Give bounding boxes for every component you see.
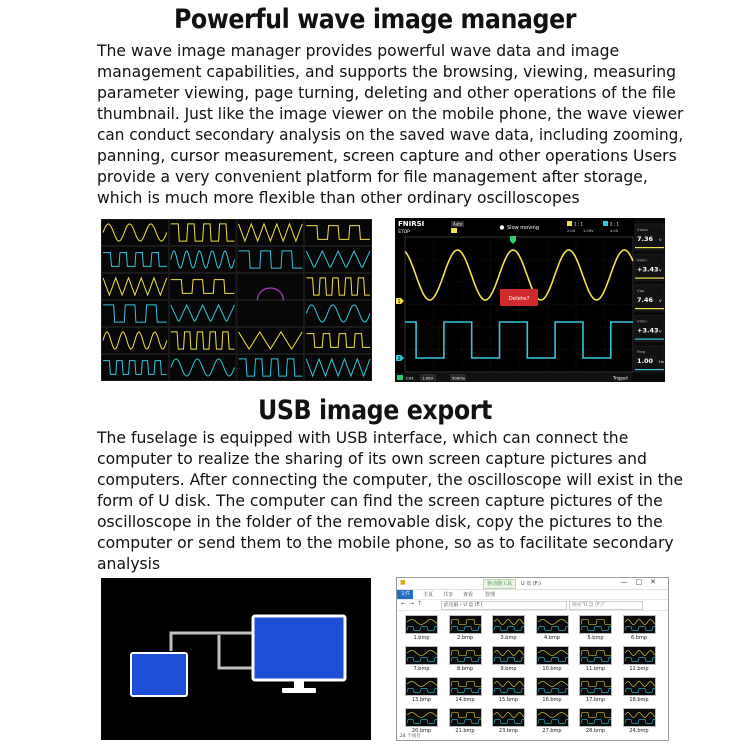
text-line: The wave image manager provides powerful wave data and image (97, 42, 620, 60)
file-name: 3.bmp (500, 635, 517, 641)
wave-manager-description (97, 41, 683, 209)
file-thumbnail (536, 677, 569, 696)
file-thumbnail (405, 708, 438, 727)
file-thumbnail (579, 615, 612, 634)
file-thumbnail (579, 677, 612, 696)
file-item[interactable] (449, 708, 482, 734)
file-item[interactable] (623, 708, 656, 734)
measurement-unit: Hz (659, 359, 664, 364)
window-title: U 盘 (F:) (521, 581, 541, 587)
measurement-label: Freq (637, 349, 646, 354)
file-thumbnail (449, 615, 482, 634)
file-name: 6.bmp (631, 635, 647, 641)
file-thumbnail (405, 615, 438, 634)
auto-label: Auto (453, 221, 463, 227)
bottom-vdiv: 1.00V (422, 375, 434, 381)
file-name: 14.bmp (455, 697, 475, 703)
file-name: 9.bmp (500, 666, 517, 672)
usb-connection-illustration (101, 578, 371, 740)
measurement-unit: V (659, 298, 662, 303)
file-item[interactable] (405, 615, 438, 641)
file-thumbnail (449, 677, 482, 696)
file-item[interactable] (449, 646, 482, 672)
file-item[interactable] (579, 708, 612, 734)
measurement-unit: V (659, 237, 662, 242)
section-title-usb-export: USB image export (258, 395, 492, 426)
file-item[interactable] (579, 646, 612, 672)
file-item[interactable] (492, 677, 525, 703)
measurement-value: +3.43 (637, 265, 659, 274)
ch2-vdiv: 4.00 (610, 229, 619, 233)
thumbnail-waveforms (101, 219, 372, 381)
file-name: 7.bmp (413, 666, 430, 672)
measurement-label: Vpp (637, 288, 645, 293)
ribbon-tab-manage[interactable]: 管理 (485, 592, 496, 598)
text-line: oscilloscope in the folder of the removable disk, copy the pictures to the (97, 513, 663, 531)
measurement-unit: V (659, 328, 662, 334)
text-line: The fuselage is equipped with USB interface, which can connect the (97, 429, 629, 447)
text-line: provide a very convenient platform for file management after storage, (97, 168, 648, 186)
text-line: analysis (97, 555, 161, 573)
measurement-value: 1.00 (637, 357, 654, 365)
text-line: can conduct secondary analysis on the saved wave data, including zooming, (97, 126, 684, 144)
file-name: 16.bmp (542, 697, 562, 703)
file-item[interactable] (623, 677, 656, 703)
text-line: panning, cursor measurement, screen capture and other operations Users (97, 147, 677, 165)
file-name: 11.bmp (585, 666, 606, 672)
ch1-ratio: 1 : 1 (574, 221, 583, 227)
oscilloscope-screen (395, 218, 665, 382)
delete-dialog-text: Delete? (508, 296, 530, 302)
file-thumbnail (623, 646, 656, 665)
text-line: form of U disk. The computer can find the screen capture pictures of the (97, 492, 663, 510)
file-item[interactable] (536, 646, 569, 672)
file-item[interactable] (623, 646, 656, 672)
drive-tools-tab[interactable]: 驱动器工具 (483, 579, 516, 589)
file-name: 13.bmp (411, 697, 432, 703)
address-path[interactable]: 此电脑 › U 盘 (F:) (441, 601, 567, 610)
file-thumbnail (536, 708, 569, 727)
file-item[interactable] (449, 615, 482, 641)
file-name: 28.bmp (585, 728, 606, 734)
wave-thumbnail-grid (101, 219, 372, 381)
move-icon (500, 225, 504, 229)
text-line: management capabilities, and supports the browsing, viewing, measuring (97, 63, 676, 81)
ribbon-tab-view[interactable]: 查看 (463, 592, 474, 598)
file-name: 10.bmp (542, 666, 562, 672)
file-name: 18.bmp (629, 697, 649, 703)
file-name: 2.bmp (457, 635, 473, 641)
file-thumbnail (492, 677, 525, 696)
search-input[interactable]: 搜索"U 盘 (F:)" (569, 601, 643, 610)
ch2-marker-label: 2 (397, 356, 401, 362)
text-line: which is much more flexible than other ordinary oscilloscopes (97, 189, 580, 207)
nav-arrows-icon[interactable]: ←→↑ (401, 600, 426, 607)
ribbon-tab-home[interactable]: 主页 (423, 592, 434, 598)
mode-label: STOP (398, 230, 410, 235)
file-thumbnail (405, 677, 438, 696)
file-item[interactable] (492, 646, 525, 672)
text-line: parameter viewing, page turning, deleting and other operations of the file (97, 84, 676, 102)
file-explorer-window (396, 577, 669, 741)
file-name: 5.bmp (587, 635, 604, 641)
file-thumbnail (492, 646, 525, 665)
file-thumbnail (536, 615, 569, 634)
file-name: 15.bmp (498, 697, 519, 703)
file-item[interactable] (449, 677, 482, 703)
file-name: 23.bmp (498, 728, 519, 734)
ch1-marker-label: 1 (397, 299, 401, 305)
file-item[interactable] (536, 615, 569, 641)
file-name: 4.bmp (544, 635, 560, 641)
file-item[interactable] (492, 708, 525, 734)
file-thumbnail (492, 708, 525, 727)
bottom-ch: CH1 (406, 375, 414, 381)
file-thumbnail (405, 646, 438, 665)
file-item[interactable] (623, 615, 656, 641)
brand-label: FNIRSI (398, 220, 425, 228)
measurement-value: +3.43 (637, 326, 659, 335)
file-thumbnail (623, 677, 656, 696)
file-name: 8.bmp (457, 666, 473, 672)
measurement-label: Vmin (637, 318, 647, 324)
ch2-ratio: 2 : 1 (610, 221, 619, 227)
file-name: 21.bmp (455, 728, 475, 734)
measurement-label: Vmin (637, 257, 647, 263)
section-title-wave-manager: Powerful wave image manager (173, 4, 577, 35)
file-thumbnail (623, 615, 656, 634)
file-item[interactable] (536, 708, 569, 734)
trig-status: Trigged (613, 375, 628, 381)
text-line: computer to realize the sharing of its own screen capture pictures and (97, 450, 647, 468)
file-item[interactable] (536, 677, 569, 703)
ribbon-tab-share[interactable]: 共享 (443, 592, 454, 598)
explorer-ribbon (397, 590, 668, 599)
folder-icon: ■ (400, 579, 406, 586)
measurement-value: 7.46 (637, 296, 654, 304)
status-bar: 24 个项目 (400, 734, 421, 739)
file-item[interactable] (579, 615, 612, 641)
file-item[interactable] (579, 677, 612, 703)
file-thumbnail (449, 708, 482, 727)
file-name: 20.bmp (411, 728, 432, 734)
file-thumbnail (623, 708, 656, 727)
ch1-offset: 1.00V (583, 229, 594, 233)
file-thumbnail (492, 615, 525, 634)
ch1-vdiv: 2.00 (567, 229, 576, 233)
file-item[interactable] (492, 615, 525, 641)
text-line: thumbnail. Just like the image viewer on the mobile phone, the wave viewer (97, 105, 684, 123)
file-name: 17.bmp (585, 697, 606, 703)
file-thumbnail (449, 646, 482, 665)
text-line: computer or send them to the mobile phone, so as to facilitate secondary (97, 534, 674, 552)
file-item[interactable] (405, 708, 438, 734)
text-line: computers. After connecting the computer, the oscilloscope will exist in the (97, 471, 684, 489)
measurement-value: 7.36 (637, 235, 654, 243)
file-thumbnail (579, 646, 612, 665)
file-item[interactable] (405, 677, 438, 703)
pause-label: Slow moving (507, 225, 539, 231)
usb-export-description (97, 428, 683, 575)
ribbon-tab-file[interactable]: 文件 (397, 590, 413, 599)
file-name: 27.bmp (542, 728, 562, 734)
file-thumbnail (579, 708, 612, 727)
file-thumbnail (536, 646, 569, 665)
file-name: 24.bmp (629, 728, 649, 734)
bottom-tdiv: 500ms (452, 375, 465, 381)
file-item[interactable] (405, 646, 438, 672)
measurement-label: Vmax (637, 227, 648, 232)
file-name: 1.bmp (413, 635, 430, 641)
window-controls[interactable]: —□✕ (620, 578, 664, 586)
file-name: 12.bmp (629, 666, 649, 672)
measurement-unit: V (659, 267, 662, 273)
monitor-icon (253, 616, 345, 680)
address-bar-row (397, 599, 668, 611)
oscilloscope-device-icon (131, 653, 187, 696)
explorer-titlebar (397, 578, 668, 590)
